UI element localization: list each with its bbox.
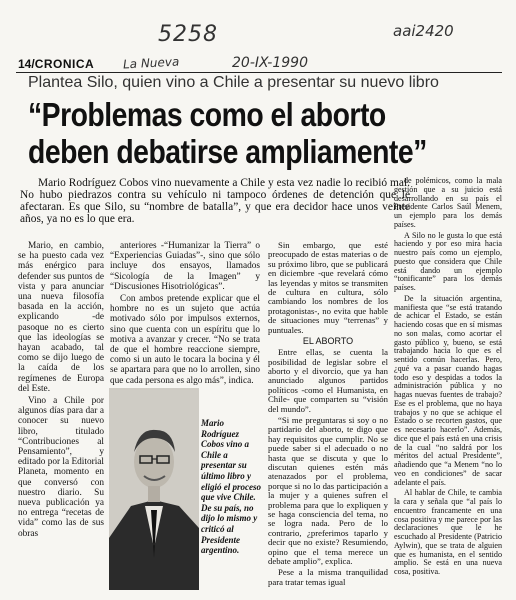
handwritten-newspaper-name: La Nueva [122,54,180,72]
page-number: 14/ [18,57,35,71]
paragraph: De la situación argentina, manifiesta que “se está tratando de achicar el Estado, se están haciendo cosas que en sí mismas no son malas, como acortar el gasto público y, bueno, se está trabajando hacia lo que es el sentido común hacerlas. Pero, ¿qué va a pasar cuando hagas todo eso y despidas a todos la administración pública y no hagas nuevas fuentes de trabajo? Ese es el problema, que no haya trabajos y no que se achique el Estado o se recorten gastos, que es necesario hacerlo”. Además, dice que el país está en una crisis de la cual “no saldrá por los méritos del actual Presidente”, añadiendo que “a Menem “no lo veo en condiciones” de sacar adelante el país. [394,293,502,487]
article-column-1 [18,241,104,541]
portrait-photo [109,388,199,590]
subheading-el-aborto: EL ABORTO [302,335,354,346]
paragraph: Mario, en cambio, se ha puesto cada vez más enérgico para defender sus puntos de vista y para anunciar una nueva filosofía basada en la acción, explicando -de pasoque no es cierto que las ideologías se hayan acabado, tal como se dijo luego de la caída de los regímenes de Europa del Este. [18,241,104,394]
paragraph: Vino a Chile por algunos días para dar a conocer su nuevo libro, titulado “Contribuciones al Pensamiento”, y editado por la Editorial Planeta, momento en que conversó con nuestro diario. Su nueva publicación ya no entrega “recetas de vida” como las de sus obras [18,396,104,539]
paragraph: A Silo no le gusta lo que está haciendo y por eso mira hacia nuestro país como un ejemplo, puesto que considera que Chile está dando un ejemplo “tonificante” para los demás países. [394,230,502,292]
paragraph: Con ambos pretende explicar que el hombre no es un sujeto que actúa motivado sólo por impulsos externos, sino que cuenta con un espíritu que lo motiva a avanzar y crecer. “No se trata de que el hombre reaccione siempre, como si un auto le tocara la bocina y él se apartara para que no lo arrollen, sino que cada persona es algo más”, indica. [110,294,260,386]
man-portrait-image [109,388,199,590]
paragraph: Pese a la misma tranquilidad para tratar temas igual [268,567,388,587]
headline-line-2: deben debatirse ampliamente” [28,133,427,170]
paragraph: “Si me preguntaras si soy o no partidario del aborto, te digo que hay requisitos que cumplir. No se puede saber si el adecuado o no hasta que se discuta y que lo discutan quienes estén más atenazados por el problema, porque si no lo das participación a la mujer y a quienes sufren el problema para que lo expliquen y se haga consciencia del tema, no se logra nada. Pero de lo contrario, ¿preferimos taparlo y decir que no existe? Resumiendo, opino que el tema merece un debate amplio”, explica. [268,415,388,566]
paragraph: Sin embargo, que esté preocupado de estas materias o de su próximo libro, que se publicará en diciembre -que revelará cómo las leyendas y mitos se transmiten de cultura en cultura, sólo cambiando los nombres de los protagonistas-, no evita que hable de situaciones muy “terrenas” y puntuales. [268,240,388,335]
headline-line-1: “Problemas como el aborto [28,96,386,133]
paragraph: de polémicos, como la mala gestión que a su juicio está desarrollando en su país el Presidente Carlos Saúl Menem, un ejemplo para los demás países. [394,176,502,229]
paragraph: anteriores -“Humanizar la Tierra” o “Experiencias Guiadas”-, sino que sólo incluye dos ensayos, llamados “Sicología de la Imagen” y “Discusiones Hisotriológicas”. [110,241,260,292]
paragraph: Entre ellas, se cuenta la posibilidad de legislar sobre el aborto y el divorcio, que ya han anunciado algunos partidos políticos -como el Humanista, en Chile- que comparten su “visión del mundo”. [268,347,388,414]
article-kicker: Plantea Silo, quien vino a Chile a presentar su nuevo libro [28,74,439,91]
section-name: CRONICA [34,57,95,71]
article-column-3 [268,241,388,589]
photo-caption: Mario Rodríguez Cobos vino a Chile a presentar su último libro y eligió el proceso que vive Chile. De su país, no dijo lo mismo y criticó al Presidente argentino. [201,418,261,556]
article-column-4 [394,177,502,579]
page-header [18,54,502,73]
handwritten-date: 20-IX-1990 [232,55,308,71]
handwritten-number: 5258 [158,22,218,47]
header-rule [16,72,502,73]
article-column-2 [110,241,260,388]
article-lead: Mario Rodríguez Cobos vino nuevamente a Chile y esta vez nadie lo recibió mal. No hubo piedrazos contra su vehículo ni tampoco órdenes de detención que le afectaran. Es que Silo, su “nombre de batalla”, y que era decidor hace unos veinte años, ya no es lo que era. [20,177,410,225]
handwritten-code: aai2420 [393,22,454,40]
paragraph: Al hablar de Chile, te cambia la cara y señala que “al país lo encuentro francamente en una cosa positiva y me parece por las declaraciones que le he escuchado al Presidente (Patricio Aylwin), que se trata de alguien que es humanista, en el sentido amplio. Se está en una nueva cosa, positiva. [394,488,502,576]
